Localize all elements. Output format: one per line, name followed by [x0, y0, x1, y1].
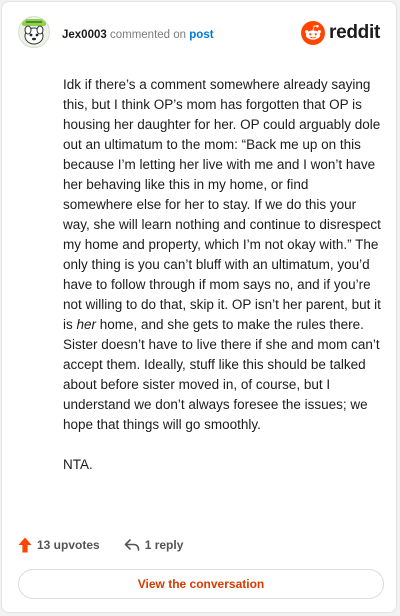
- upvote-arrow-icon: [18, 537, 32, 553]
- byline-verb: commented on: [109, 29, 187, 41]
- comment-footer: [18, 534, 183, 556]
- comment-paragraph: Idk if there’s a comment somewhere already saying this, but I think OP’s mom has forgotten that OP is housing her daughter for her. OP could arguably dole out an ultimatum to the mom: “Back me up on this because I’m letting her live with me and I won’t have her behaving like this in my home, or find somewhere else for her to stay. If we do this your way, she will learn nothing and continue to disrespect my home and property, which I’m not okay with.” The only thing is you can’t bluff with an ultimatum, you’d have to follow through if mom says no, and if you’re not willing to do that, skip it. OP isn’t her parent, but it is her home, and she gets to make the rules there. Sister doesn’t have to live there if she and mom can’t accept them. Ideally, stuff like this should be talked about before sister moved in, of course, but I understand we don’t always foresee the issues; we hope that things will go smoothly.: [63, 77, 381, 432]
- comment-card: [1, 1, 397, 613]
- comment-byline: [62, 28, 214, 42]
- reddit-logo[interactable]: [301, 20, 380, 46]
- brand-wordmark: reddit: [329, 22, 380, 43]
- comment-paragraph-verdict: NTA.: [63, 457, 93, 472]
- upvote-count[interactable]: 13 upvotes: [18, 537, 100, 553]
- snoo-icon: [301, 21, 325, 45]
- view-conversation-button[interactable]: View the conversation: [18, 569, 384, 599]
- comment-body: [63, 75, 381, 475]
- post-link[interactable]: post: [189, 29, 214, 41]
- reply-count[interactable]: 1 reply: [124, 538, 184, 552]
- user-avatar-icon[interactable]: [18, 16, 50, 48]
- comment-header: [18, 16, 380, 50]
- username-link[interactable]: Jex0003: [62, 29, 107, 41]
- reply-arrow-icon: [124, 538, 140, 552]
